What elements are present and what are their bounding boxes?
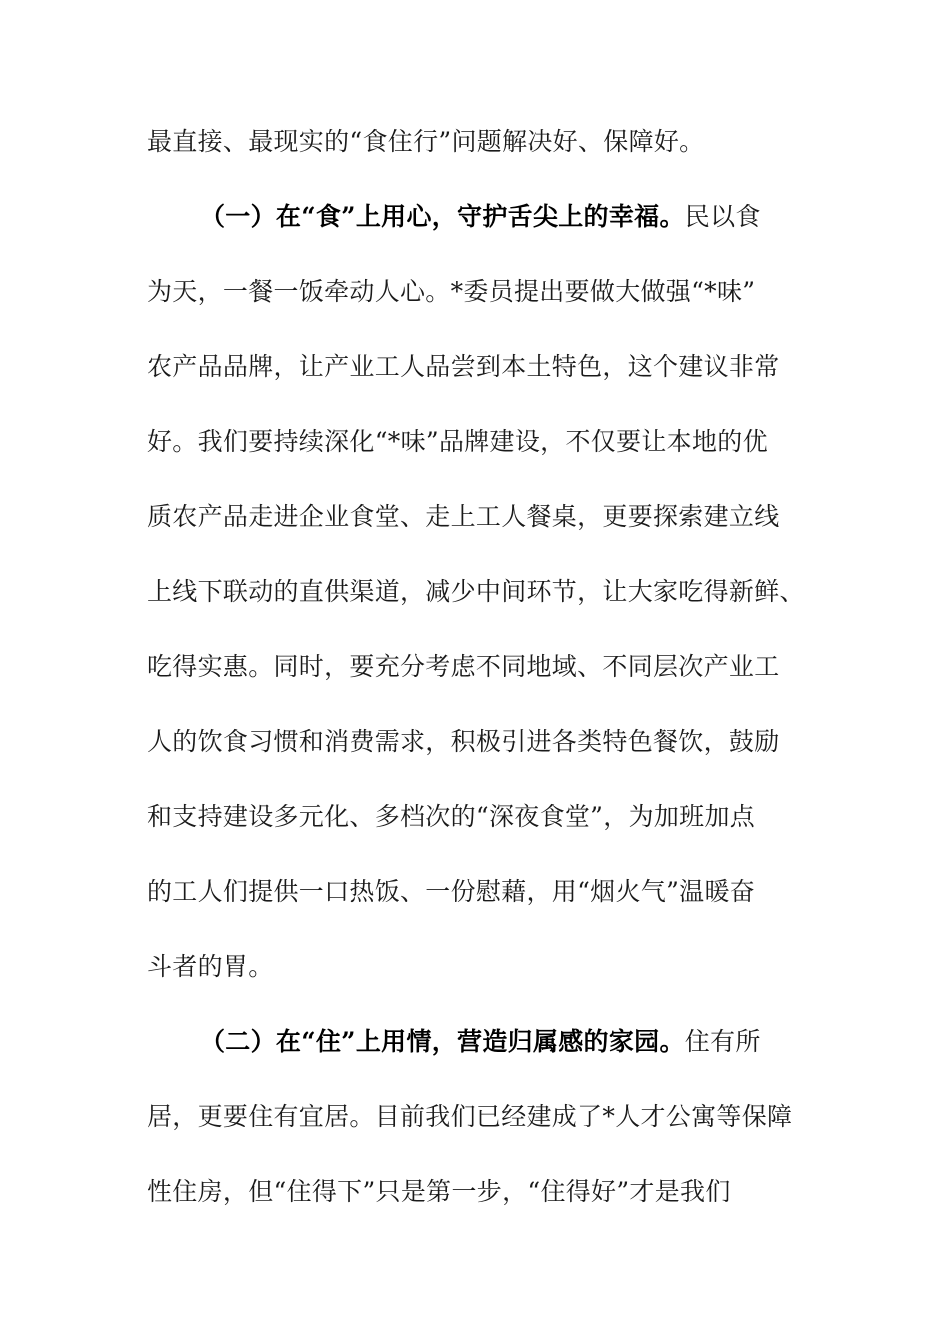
paragraph-food (200, 197, 900, 237)
text-line: 性住房，但“住得下”只是第一步，“住得好”才是我们 (147, 1177, 731, 1206)
text-line: 质农产品走进企业食堂、走上工人餐桌，更要探索建立线 (147, 502, 780, 531)
paragraph-housing (200, 1022, 900, 1062)
section-heading-food: （一）在“食”上用心，守护舌尖上的幸福。 (200, 202, 685, 231)
text-line: 住有所 (684, 1027, 761, 1056)
text-line: 居，更要住有宜居。目前我们已经建成了*人才公寓等保障 (147, 1102, 793, 1131)
text-line: 为天，一餐一饭牵动人心。*委员提出要做大做强“*味” (147, 277, 756, 306)
text-line: 斗者的胃。 (147, 952, 274, 981)
section-heading-housing: （二）在“住”上用情，营造归属感的家园。 (200, 1027, 685, 1056)
text-line: 农产品品牌，让产业工人品尝到本土特色，这个建议非常 (147, 352, 780, 381)
text-line: 好。我们要持续深化“*味”品牌建设，不仅要让本地的优 (147, 427, 768, 456)
text-line: 的工人们提供一口热饭、一份慰藉，用“烟火气”温暖奋 (147, 877, 756, 906)
text-line: 上线下联动的直供渠道，减少中间环节，让大家吃得新鲜、 (147, 577, 805, 606)
text-line: 和支持建设多元化、多档次的“深夜食堂”，为加班加点 (147, 802, 756, 831)
text-line: 人的饮食习惯和消费需求，积极引进各类特色餐饮，鼓励 (147, 727, 780, 756)
text-line: 吃得实惠。同时，要充分考虑不同地域、不同层次产业工 (147, 652, 780, 681)
text-line: 最直接、最现实的“食住行”问题解决好、保障好。 (147, 127, 705, 156)
text-line: 民以食 (684, 202, 761, 231)
